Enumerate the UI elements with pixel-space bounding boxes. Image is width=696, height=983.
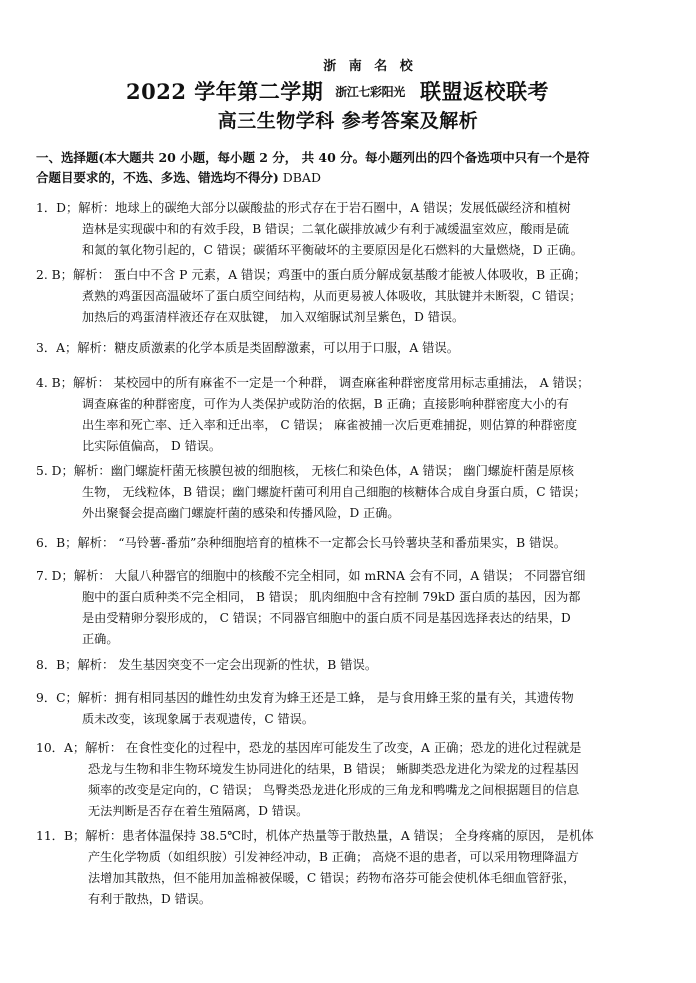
alliance-line-1: 浙 南 名 校 xyxy=(323,59,417,74)
section-heading-line-2 xyxy=(36,168,666,188)
answer-line: 质未改变，该现象属于表观遗传，C 错误。 xyxy=(82,712,314,726)
answer-line: 造林是实现碳中和的有效手段，B 错误；二氧化碳排放减少有利于减缓温室效应，酸雨是硫 xyxy=(82,222,569,236)
answer-line: 10．A；解析： 在食性变化的过程中，恐龙的基因库可能发生了改变，A 正确；恐龙的进化过程就是 xyxy=(36,741,582,755)
answer-item-4 xyxy=(36,373,666,457)
answer-line: 加热后的鸡蛋清样液还存在双肽键， 加入双缩脲试剂呈紫色，D 错误。 xyxy=(82,310,465,324)
title-exam-name: 联盟返校联考 xyxy=(420,79,549,104)
answer-line: 出生率和死亡率、迁入率和迁出率， C 错误； 麻雀被捕一次后更难捕捉，则估算的种群密度 xyxy=(82,418,577,432)
section-answers: DBAD xyxy=(278,170,321,185)
title-year-term: 2022 学年第二学期 xyxy=(126,79,324,104)
section-heading xyxy=(36,148,666,188)
answer-item-10 xyxy=(36,738,666,822)
answer-item-8 xyxy=(36,655,666,676)
answer-line: 法增加其散热，但不能用加盖棉被保暖，C 错误；药物布洛芬可能会使机体毛细血管舒张， xyxy=(88,871,576,885)
answer-line: 频率的改变是定向的，C 错误； 鸟臀类恐龙进化形成的三角龙和鸭嘴龙之间根据题目的信息 xyxy=(88,783,580,797)
answer-line: 11．B；解析：患者体温保持 38.5℃时，机体产热量等于散热量，A 错误； 全身疼痛的原因， 是机体 xyxy=(36,829,594,843)
answer-line: 生物， 无线粒体，B 错误；幽门螺旋杆菌可利用自己细胞的核糖体合成自身蛋白质，C 错误； xyxy=(82,485,586,499)
alliance-line-2: 浙江七彩阳光 xyxy=(335,85,405,99)
answer-line: 7. D；解析： 大鼠八种器官的细胞中的核酸不完全相同，如 mRNA 会有不同，A 错误； 不同器官细 xyxy=(36,569,586,583)
answer-line: 5. D；解析：幽门螺旋杆菌无核膜包被的细胞核， 无核仁和染色体，A 错误； 幽门螺旋杆菌是原核 xyxy=(36,464,574,478)
answer-line: 恐龙与生物和非生物环境发生协同进化的结果，B 错误； 蜥脚类恐龙进化为梁龙的过程基因 xyxy=(88,762,579,776)
answer-line: 9．C；解析：拥有相同基因的雌性幼虫发育为蜂王还是工蜂， 是与食用蜂王浆的量有关，其遗传物 xyxy=(36,691,574,705)
answer-item-5 xyxy=(36,461,666,524)
answer-line: 产生化学物质（如组织胺）引发神经冲动，B 正确； 高烧不退的患者，可以采用物理降温方 xyxy=(88,850,579,864)
answer-line: 煮熟的鸡蛋因高温破坏了蛋白质空间结构，从而更易被人体吸收，其肽键并未断裂，C 错误； xyxy=(82,289,582,303)
answer-item-9 xyxy=(36,688,666,730)
answer-item-7 xyxy=(36,566,666,650)
answer-line: 比实际值偏高， D 错误。 xyxy=(82,439,222,453)
answer-line: 8．B；解析： 发生基因突变不一定会出现新的性状，B 错误。 xyxy=(36,658,378,672)
answer-line: 有利于散热，D 错误。 xyxy=(88,892,212,906)
answer-line: 是由受精卵分裂形成的， C 错误；不同器官细胞中的蛋白质不同是基因选择表达的结果，D xyxy=(82,611,571,625)
answer-line: 和氮的氧化物引起的，C 错误；碳循环平衡破坏的主要原因是化石燃料的大量燃烧，D 正确。 xyxy=(82,243,583,257)
answer-line: 4. B；解析： 某校园中的所有麻雀不一定是一个种群， 调查麻雀种群密度常用标志重捕法， A 错误； xyxy=(36,376,590,390)
answer-item-1 xyxy=(36,198,666,261)
answer-line: 2. B；解析： 蛋白中不含 P 元素，A 错误；鸡蛋中的蛋白质分解成氨基酸才能被人体吸收，B 正确； xyxy=(36,268,586,282)
document-title xyxy=(0,58,696,108)
answer-line: 1．D；解析：地球上的碳绝大部分以碳酸盐的形式存在于岩石圈中，A 错误；发展低碳经济和植树 xyxy=(36,201,571,215)
alliance-name-stack xyxy=(318,58,422,100)
answer-line: 调查麻雀的种群密度，可作为人类保护或防治的依据，B 正确；直接影响种群密度大小的有 xyxy=(82,397,569,411)
answer-line: 6．B；解析： “马铃薯-番茄”杂种细胞培育的植株不一定都会长马铃薯块茎和番茄果实，B 错误。 xyxy=(36,536,567,550)
section-heading-line-2-text: 合题目要求的，不选、多选、错选均不得分) xyxy=(36,170,279,185)
answer-line: 正确。 xyxy=(82,632,119,646)
section-heading-line-1: 一、选择题(本大题共 20 小题，每小题 2 分， 共 40 分。每小题列出的四个备选项中只有一个是符 xyxy=(36,150,590,165)
answer-line: 胞中的蛋白质种类不完全相同， B 错误； 肌肉细胞中含有控制 79kD 蛋白质的基因，因为都 xyxy=(82,590,581,604)
answer-item-3 xyxy=(36,338,666,359)
answer-line: 无法判断是否存在着生殖隔离，D 错误。 xyxy=(88,804,309,818)
document-subtitle: 高三生物学科 参考答案及解析 xyxy=(217,110,479,132)
answer-item-11 xyxy=(36,826,666,910)
answer-line: 3．A；解析：糖皮质激素的化学本质是类固醇激素，可以用于口服，A 错误。 xyxy=(36,341,459,355)
answer-line: 外出聚餐会提高幽门螺旋杆菌的感染和传播风险，D 正确。 xyxy=(82,506,400,520)
answer-item-6 xyxy=(36,533,666,554)
answer-item-2 xyxy=(36,265,666,328)
